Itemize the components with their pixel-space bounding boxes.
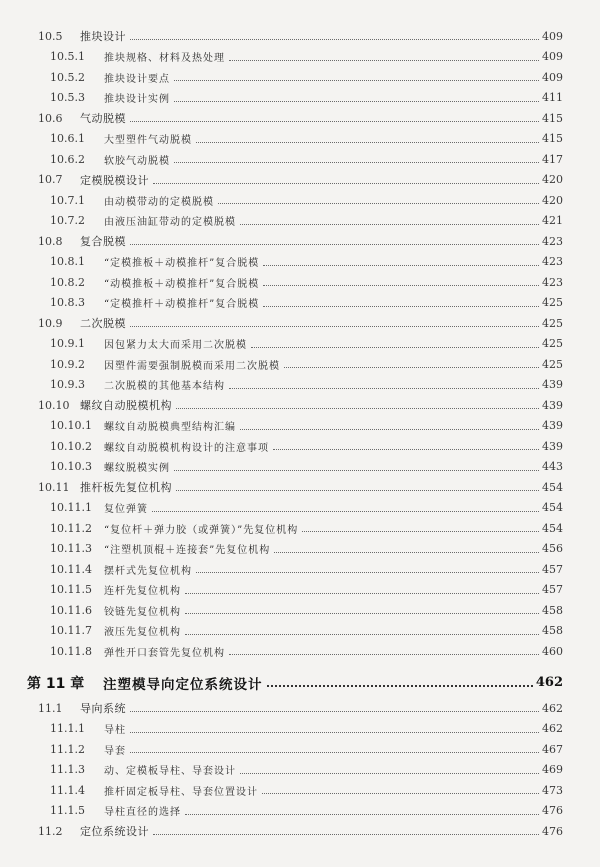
toc-chapter-row — [0, 670, 600, 696]
toc-entry-number: 11.1.2 — [50, 742, 85, 756]
toc-entry-number: 10.5.1 — [50, 50, 85, 63]
toc-entry-title: 推块设计实例 — [104, 94, 170, 105]
dot-leader — [152, 510, 539, 512]
toc-entry-number: 10.7.2 — [50, 214, 85, 227]
toc-entry-number: 10.10 — [38, 398, 70, 412]
toc-entry-page-number: 425 — [542, 316, 563, 330]
toc-entry-page-number: 420 — [542, 193, 563, 207]
toc-entry-page-number: 425 — [542, 296, 563, 309]
toc-entry-row — [0, 88, 600, 108]
toc-entry-title: 气动脱模 — [80, 112, 126, 125]
dot-leader — [302, 530, 539, 532]
dot-leader — [284, 366, 539, 368]
dot-leader — [240, 223, 539, 225]
toc-entry-title: 定模脱模设计 — [80, 173, 149, 187]
toc-entry-row — [0, 760, 600, 780]
dot-leader — [229, 59, 539, 61]
dot-leader — [185, 813, 539, 815]
dot-leader — [263, 284, 539, 286]
dot-leader — [174, 161, 539, 163]
toc-entry-number: 10.5.3 — [50, 91, 85, 104]
toc-entry-row — [0, 821, 600, 841]
toc-entry-title: 导柱直径的选择 — [104, 807, 181, 818]
toc-entry-row — [0, 416, 600, 436]
toc-entry-number: 10.8.2 — [50, 275, 85, 289]
toc-entry-page-number: 456 — [542, 542, 563, 555]
dot-leader — [174, 100, 539, 102]
toc-entry-number: 10.10.3 — [50, 460, 92, 473]
toc-entry-title: 螺纹自动脱模机构 — [80, 399, 172, 412]
dot-leader — [153, 182, 539, 184]
toc-entry-page-number: 439 — [542, 419, 563, 432]
dot-leader — [130, 751, 539, 753]
toc-entry-number: 10.9.2 — [50, 357, 85, 371]
dot-leader — [185, 592, 539, 594]
toc-entry-row — [0, 719, 600, 739]
toc-entry-number: 10.10.1 — [50, 419, 92, 432]
toc-entry-row — [0, 67, 600, 87]
toc-entry-number: 11.2 — [38, 824, 63, 838]
toc-entry-number: 10.11.5 — [50, 583, 92, 596]
toc-entry-page-number: 476 — [542, 804, 563, 817]
toc-entry-title: 软胶气动脱模 — [104, 155, 170, 167]
toc-entry-number: 10.11.7 — [50, 624, 92, 637]
toc-entry-row — [0, 477, 600, 497]
toc-entry-title: 由液压油缸带动的定模脱模 — [104, 217, 236, 228]
toc-entry-page-number: 462 — [542, 701, 563, 715]
toc-entry-page-number: 460 — [542, 644, 563, 658]
toc-entry-page-number: 425 — [542, 357, 563, 371]
toc-entry-page-number: 417 — [542, 152, 563, 166]
toc-entry-row — [0, 231, 600, 251]
toc-entry-number: 10.8 — [38, 234, 63, 248]
toc-entry-row — [0, 698, 600, 718]
toc-entry-page-number: 415 — [542, 111, 563, 125]
toc-entry-title: “定模推杆＋动模推杆”复合脱模 — [104, 299, 260, 310]
toc-entry-number: 10.11.4 — [50, 562, 92, 576]
toc-entry-number: 10.5 — [38, 29, 63, 43]
toc-entry-page-number: 411 — [542, 91, 563, 104]
toc-entry-title: 因塑件需要强制脱模而采用二次脱模 — [104, 360, 280, 372]
toc-entry-title: 导套 — [104, 745, 126, 757]
toc-entry-number: 第 11 章 — [27, 675, 85, 692]
dot-leader — [176, 489, 539, 491]
toc-entry-title: 推块规格、材料及热处理 — [104, 53, 225, 64]
toc-entry-title: 复合脱模 — [80, 235, 126, 248]
toc-entry-row — [0, 600, 600, 620]
dot-leader — [229, 653, 539, 655]
dot-leader — [153, 833, 539, 835]
toc-entry-page-number: 467 — [542, 742, 563, 756]
toc-entry-row — [0, 334, 600, 354]
dot-leader — [196, 571, 539, 573]
toc-entry-row — [0, 739, 600, 759]
toc-entry-title: 螺纹自动脱模机构设计的注意事项 — [104, 442, 269, 454]
dot-leader — [229, 387, 539, 389]
toc-entry-row — [0, 211, 600, 231]
toc-entry-title: 弹性开口套管先复位机构 — [104, 647, 225, 659]
toc-entry-row — [0, 149, 600, 169]
toc-entry-number: 10.8.1 — [50, 255, 85, 268]
toc-entry-row — [0, 190, 600, 210]
toc-entry-page-number: 415 — [542, 132, 563, 145]
dot-leader — [196, 141, 539, 143]
toc-entry-page-number: 439 — [542, 439, 563, 453]
toc-entry-page-number: 425 — [542, 337, 563, 350]
dot-leader — [130, 325, 539, 327]
toc-entry-number: 11.1 — [38, 701, 63, 715]
toc-entry-row — [0, 375, 600, 395]
toc-entry-number: 10.11.3 — [50, 542, 92, 555]
toc-entry-number: 10.9 — [38, 316, 63, 330]
toc-entry-title: 推块设计 — [80, 30, 126, 43]
dot-leader — [262, 792, 539, 794]
dot-leader — [130, 243, 539, 245]
toc-entry-number: 11.1.1 — [50, 722, 85, 735]
toc-entry-row — [0, 641, 600, 661]
toc-entry-title: 二次脱模的其他基本结构 — [104, 381, 225, 392]
toc-entry-row — [0, 539, 600, 559]
toc-entry-title: 由动模带动的定模脱模 — [104, 196, 214, 208]
toc-entry-number: 10.8.3 — [50, 296, 85, 309]
toc-entry-row — [0, 252, 600, 272]
toc-entry-row — [0, 47, 600, 67]
toc-entry-page-number: 423 — [542, 234, 563, 248]
toc-entry-row — [0, 26, 600, 46]
toc-entry-row — [0, 395, 600, 415]
toc-entry-page-number: 421 — [542, 214, 563, 227]
toc-entry-number: 10.6.1 — [50, 132, 85, 145]
dot-leader — [174, 469, 539, 471]
toc-entry-page-number: 443 — [542, 460, 563, 473]
toc-entry-page-number: 454 — [542, 521, 563, 535]
toc-entry-title: “定模推板＋动模推杆”复合脱模 — [104, 258, 260, 269]
dot-leader — [263, 305, 539, 307]
toc-entry-row — [0, 436, 600, 456]
toc-entry-row — [0, 129, 600, 149]
toc-entry-page-number: 439 — [542, 398, 563, 412]
toc-entry-row — [0, 780, 600, 800]
toc-entry-number: 10.7.1 — [50, 193, 85, 207]
toc-entry-row — [0, 293, 600, 313]
toc-entry-title: 螺纹脱模实例 — [104, 463, 170, 474]
toc-entry-number: 10.10.2 — [50, 439, 92, 453]
toc-entry-title: 铰链先复位机构 — [104, 606, 181, 618]
toc-entry-row — [0, 108, 600, 128]
toc-entry-row — [0, 457, 600, 477]
dot-leader — [185, 633, 539, 635]
toc-entry-row — [0, 498, 600, 518]
toc-entry-title: 摆杆式先复位机构 — [104, 565, 192, 577]
toc-entry-row — [0, 621, 600, 641]
toc-entry-title: 推杆固定板导柱、导套位置设计 — [104, 786, 258, 798]
toc-entry-number: 10.9.1 — [50, 337, 85, 350]
toc-entry-number: 10.11.8 — [50, 644, 92, 658]
toc-entry-title: 大型塑件气动脱模 — [104, 135, 192, 146]
toc-entry-number: 10.11.1 — [50, 501, 92, 514]
toc-entry-number: 11.1.4 — [50, 783, 85, 797]
dot-leader — [218, 202, 539, 204]
toc-entry-page-number: 454 — [542, 480, 563, 494]
dot-leader — [185, 612, 539, 614]
toc-entry-title: 动、定模板导柱、导套设计 — [104, 766, 236, 777]
toc-entry-row — [0, 354, 600, 374]
dot-leader — [130, 120, 539, 122]
toc-entry-page-number: 458 — [542, 624, 563, 637]
toc-entry-number: 11.1.5 — [50, 804, 85, 817]
dot-leader — [267, 684, 533, 687]
toc-entry-page-number: 473 — [542, 783, 563, 797]
dot-leader — [130, 731, 539, 733]
toc-entry-number: 10.9.3 — [50, 378, 85, 391]
toc-entry-number: 10.6.2 — [50, 152, 85, 166]
toc-entry-row — [0, 272, 600, 292]
toc-entry-page-number: 462 — [542, 722, 563, 735]
toc-entry-number: 10.6 — [38, 111, 63, 125]
toc-entry-title: 注塑模导向定位系统设计 — [103, 676, 263, 693]
toc-entry-title: “复位杆＋弹力胶（或弹簧）”先复位机构 — [104, 524, 299, 536]
toc-entry-number: 11.1.3 — [50, 763, 85, 776]
toc-entry-title: 因包紧力太大而采用二次脱模 — [104, 340, 247, 351]
dot-leader — [174, 79, 539, 81]
toc-entry-title: 定位系统设计 — [80, 825, 149, 838]
toc-entry-row — [0, 559, 600, 579]
toc-entry-number: 10.7 — [38, 173, 63, 186]
toc-entry-page-number: 457 — [542, 562, 563, 576]
toc-entry-page-number: 476 — [542, 824, 563, 838]
dot-leader — [263, 264, 539, 266]
toc-entry-page-number: 409 — [542, 29, 563, 43]
dot-leader — [130, 38, 539, 40]
toc-entry-page-number: 457 — [542, 583, 563, 596]
toc-entry-title: 复位弹簧 — [104, 504, 148, 515]
toc-entry-title: “动模推板＋动模推杆”复合脱模 — [104, 278, 260, 290]
dot-leader — [176, 407, 539, 409]
dot-leader — [273, 448, 539, 450]
toc-entry-page-number: 420 — [542, 173, 563, 186]
toc-entry-page-number: 409 — [542, 50, 563, 63]
toc-entry-page-number: 423 — [542, 275, 563, 289]
dot-leader — [240, 772, 539, 774]
toc-entry-title: 液压先复位机构 — [104, 627, 181, 638]
toc-entry-row — [0, 170, 600, 190]
toc-entry-title: 导向系统 — [80, 702, 126, 715]
toc-entry-row — [0, 801, 600, 821]
toc-entry-title: 螺纹自动脱模典型结构汇编 — [104, 422, 236, 433]
toc-entry-number: 10.11 — [38, 480, 70, 494]
dot-leader — [251, 346, 539, 348]
toc-entry-page-number: 462 — [535, 675, 563, 690]
toc-entry-title: 导柱 — [104, 725, 126, 736]
dot-leader — [240, 428, 539, 430]
toc-entry-row — [0, 313, 600, 333]
toc-entry-title: 二次脱模 — [80, 317, 126, 330]
toc-entry-row — [0, 580, 600, 600]
dot-leader — [130, 710, 539, 712]
toc-entry-row — [0, 518, 600, 538]
toc-entry-page-number: 409 — [542, 70, 563, 84]
toc-entry-page-number: 439 — [542, 378, 563, 391]
toc-entry-title: 推杆板先复位机构 — [80, 481, 172, 494]
toc-entry-number: 10.5.2 — [50, 70, 85, 84]
toc-entry-page-number: 458 — [542, 603, 563, 617]
toc-entry-page-number: 423 — [542, 255, 563, 268]
toc-entry-number: 10.11.2 — [50, 521, 92, 535]
toc-entry-page-number: 469 — [542, 763, 563, 776]
toc-entry-title: 连杆先复位机构 — [104, 586, 181, 597]
toc-entry-page-number: 454 — [542, 501, 563, 514]
dot-leader — [274, 551, 539, 553]
toc-entry-title: “注塑机顶棍＋连接套”先复位机构 — [104, 545, 271, 556]
toc-entry-number: 10.11.6 — [50, 603, 92, 617]
toc-entry-title: 推块设计要点 — [104, 73, 170, 85]
